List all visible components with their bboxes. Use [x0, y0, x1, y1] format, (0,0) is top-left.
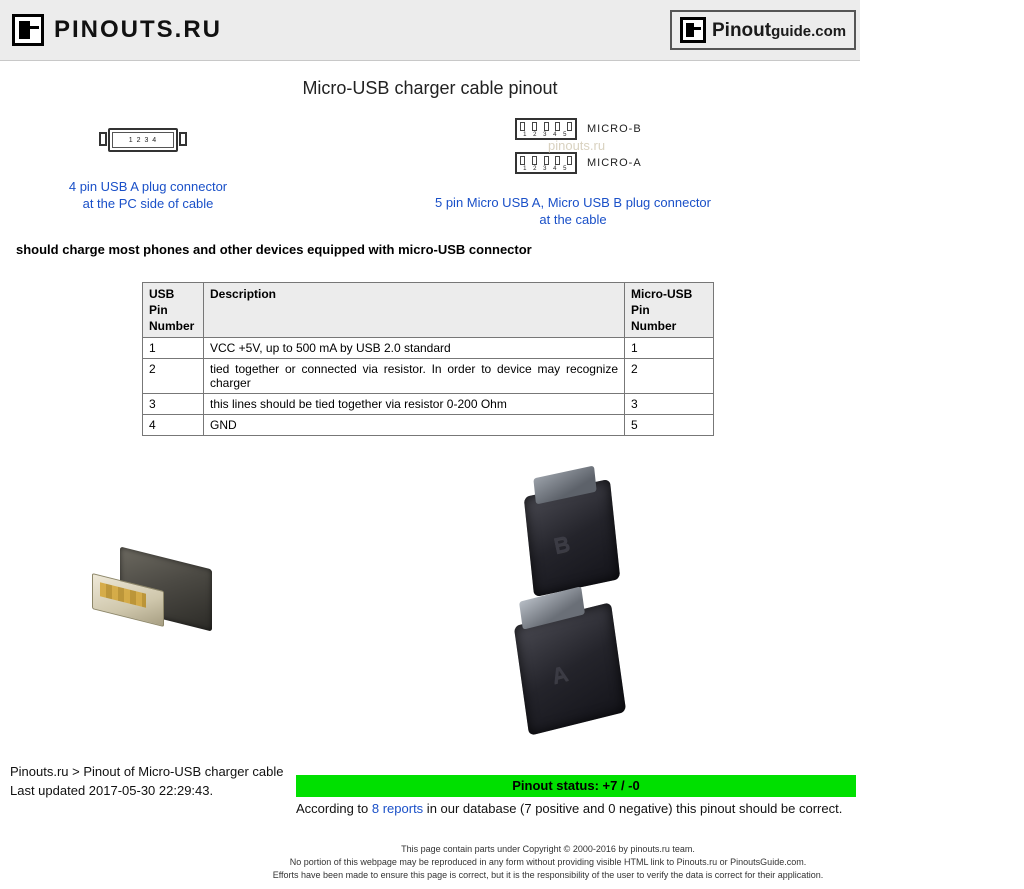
- status-suffix: in our database (7 positive and 0 negative) this pinout should be correct.: [423, 801, 843, 816]
- usb-a-wing-right-icon: [179, 132, 187, 146]
- site-brand[interactable]: [12, 14, 222, 46]
- copyright-line-3: Efforts have been made to ensure this page is correct, but it is the responsibility of the user to verify the data is correct for their application.: [272, 870, 824, 880]
- pinoutguide-text-2: guide.com: [771, 22, 847, 40]
- micro-a-shell-icon: [515, 152, 577, 174]
- status-prefix: According to: [296, 801, 372, 816]
- copyright-line-2: No portion of this webpage may be reproduced in any form without providing visible HTML link to Pinouts.ru or PinoutsGuide.com.: [289, 857, 807, 867]
- micro-b-row: [515, 118, 642, 140]
- brand-title: PINOUTS.RU: [54, 16, 223, 43]
- cell-description: this lines should be tied together via resistor 0-200 Ohm: [204, 394, 625, 415]
- pinoutguide-logo-icon: [680, 17, 706, 43]
- micro-usb-caption-line1: 5 pin Micro USB A, Micro USB B plug connector: [434, 195, 711, 210]
- micro-b-plug-letter: B: [551, 530, 573, 559]
- table-header-description: Description: [204, 283, 625, 338]
- cell-description: VCC +5V, up to 500 mA by USB 2.0 standard: [204, 338, 625, 359]
- table-row: [143, 415, 714, 436]
- cell-micro-pin: 1: [625, 338, 714, 359]
- usb-a-caption-line1: 4 pin USB A plug connector: [68, 179, 228, 194]
- status-description: [296, 800, 856, 818]
- cell-usb-pin: 2: [143, 359, 204, 394]
- usb-a-caption-line2: at the PC side of cable: [82, 196, 214, 211]
- cell-description: GND: [204, 415, 625, 436]
- status-badge: Pinout status: +7 / -0: [296, 775, 856, 797]
- table-header-usb-pin: USB Pin Number: [143, 283, 204, 338]
- usb-a-pin-numbers: 1 2 3 4: [112, 132, 174, 148]
- table-row: [143, 338, 714, 359]
- usb-a-shell-icon: [108, 128, 178, 152]
- table-row: [143, 359, 714, 394]
- micro-b-pins-icon: [520, 122, 572, 131]
- pinoutguide-text-1: Pinout: [712, 19, 772, 41]
- cell-micro-pin: 5: [625, 415, 714, 436]
- copyright-line-1: This page contain parts under Copyright © 2000-2016 by pinouts.ru team.: [401, 844, 695, 854]
- micro-a-plug-letter: A: [549, 660, 571, 689]
- table-header-micro-pin: Micro-USB Pin Number: [625, 283, 714, 338]
- micro-b-shell-icon: [515, 118, 577, 140]
- micro-a-plug-photo: [512, 594, 642, 730]
- charging-note: should charge most phones and other devices equipped with micro-USB connector: [16, 242, 532, 257]
- cell-usb-pin: 1: [143, 338, 204, 359]
- usb-a-wing-left-icon: [99, 132, 107, 146]
- site-header: [0, 0, 860, 61]
- breadcrumb: [10, 762, 295, 800]
- pinoutguide-badge[interactable]: [670, 10, 856, 50]
- micro-a-pin-numbers: 1 2 3 4 5: [523, 166, 569, 172]
- micro-b-label: MICRO-B: [587, 123, 642, 135]
- breadcrumb-text[interactable]: Pinouts.ru > Pinout of Micro-USB charger cable: [10, 764, 284, 779]
- micro-usb-caption: [413, 194, 733, 228]
- diagram-watermark: pinouts.ru: [548, 138, 606, 153]
- cell-micro-pin: 2: [625, 359, 714, 394]
- micro-usb-caption-line2: at the cable: [539, 212, 607, 227]
- usb-a-connector-diagram: [108, 128, 178, 152]
- micro-b-plug-photo: [518, 470, 628, 592]
- table-header-row: [143, 283, 714, 338]
- cell-usb-pin: 4: [143, 415, 204, 436]
- micro-a-label: MICRO-A: [587, 157, 642, 169]
- cell-micro-pin: 3: [625, 394, 714, 415]
- cell-usb-pin: 3: [143, 394, 204, 415]
- pinout-table: [142, 282, 714, 436]
- usb-a-caption: [30, 178, 266, 212]
- pinouts-logo-icon: [12, 14, 44, 46]
- reports-link[interactable]: 8 reports: [371, 801, 424, 816]
- pinoutguide-text: [712, 21, 846, 40]
- cell-description: tied together or connected via resistor. In order to device may recognize charger: [204, 359, 625, 394]
- micro-a-row: [515, 152, 642, 174]
- table-row: [143, 394, 714, 415]
- micro-a-pins-icon: [520, 156, 572, 165]
- page-title: Micro-USB charger cable pinout: [302, 78, 558, 98]
- usb-a-plug-photo: [92, 558, 212, 644]
- copyright-notice: [240, 843, 856, 882]
- micro-b-pin-numbers: 1 2 3 4 5: [523, 132, 569, 138]
- last-updated-text: Last updated 2017-05-30 22:29:43.: [10, 783, 214, 798]
